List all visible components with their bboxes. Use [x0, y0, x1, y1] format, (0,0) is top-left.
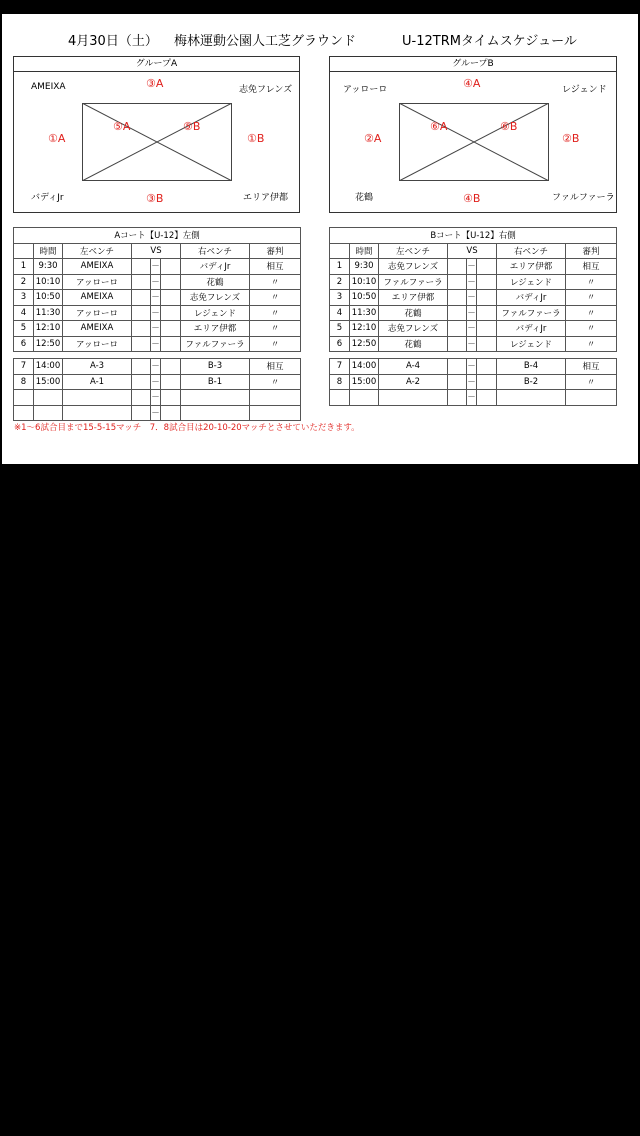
col-referee: 審判 — [250, 243, 301, 259]
footnote: ※1～6試合目まで15-5-15マッチ 7．8試合目は20-10-20マッチとさせていただきます。 — [14, 423, 360, 433]
left-team: 花鶴 — [379, 305, 448, 321]
table-row — [330, 390, 617, 406]
col-left-bench: 左ベンチ — [63, 243, 132, 259]
match-time: 9:30 — [350, 259, 379, 275]
vs-dash: － — [151, 305, 161, 321]
col-vs: VS — [448, 243, 497, 259]
match-time: 10:10 — [34, 274, 63, 290]
referee — [250, 390, 301, 406]
right-team: バディJr — [497, 290, 566, 306]
match-time — [350, 390, 379, 406]
left-team: A-3 — [63, 359, 132, 375]
referee: 〃 — [566, 336, 617, 352]
right-team: B-4 — [497, 359, 566, 375]
referee: 〃 — [250, 290, 301, 306]
vs-dash: － — [467, 336, 477, 352]
group-b-team-top-left: アッローロ — [343, 85, 388, 95]
group-a-mark-inner-right: ⑤B — [183, 120, 201, 133]
court-a-title: Aコート【U-12】左側 — [14, 228, 301, 244]
left-team — [63, 390, 132, 406]
match-no: 8 — [330, 374, 350, 390]
match-no: 3 — [330, 290, 350, 306]
right-team: バディJr — [181, 259, 250, 275]
court-b-title: Bコート【U-12】右側 — [330, 228, 617, 244]
vs-dash: － — [151, 390, 161, 406]
match-time: 9:30 — [34, 259, 63, 275]
right-team: 志免フレンズ — [181, 290, 250, 306]
match-time: 15:00 — [34, 374, 63, 390]
table-row — [14, 405, 301, 421]
table-row — [14, 359, 301, 375]
col-vs: VS — [132, 243, 181, 259]
group-b-team-top-right: レジェンド — [562, 85, 607, 95]
col-left-bench: 左ベンチ — [379, 243, 448, 259]
left-team: A-4 — [379, 359, 448, 375]
referee: 〃 — [566, 321, 617, 337]
match-time: 11:30 — [34, 305, 63, 321]
table-row — [330, 374, 617, 390]
table-row — [330, 290, 617, 306]
table-row — [14, 374, 301, 390]
col-right-bench: 右ベンチ — [497, 243, 566, 259]
right-team: B-2 — [497, 374, 566, 390]
match-no: 4 — [14, 305, 34, 321]
left-team — [379, 390, 448, 406]
table-row — [330, 321, 617, 337]
match-no: 8 — [14, 374, 34, 390]
col-right-bench: 右ベンチ — [181, 243, 250, 259]
right-team: レジェンド — [497, 274, 566, 290]
vs-dash: － — [467, 374, 477, 390]
referee — [250, 405, 301, 421]
group-a-team-top-left: AMEIXA — [31, 82, 66, 92]
left-team: アッローロ — [63, 274, 132, 290]
referee: 相互 — [250, 359, 301, 375]
group-a-team-bottom-right: エリア伊都 — [243, 193, 289, 203]
right-team: レジェンド — [181, 305, 250, 321]
group-b-field — [399, 103, 549, 181]
right-team — [181, 405, 250, 421]
group-a-title: グループA — [14, 57, 299, 72]
left-team: AMEIXA — [63, 290, 132, 306]
vs-dash: － — [467, 359, 477, 375]
match-time: 14:00 — [34, 359, 63, 375]
right-team: エリア伊都 — [497, 259, 566, 275]
vs-dash: － — [467, 290, 477, 306]
court-b-final-table — [329, 358, 617, 406]
header-title: U-12TRMタイムスケジュール — [402, 34, 577, 49]
match-no: 1 — [330, 259, 350, 275]
match-no: 7 — [14, 359, 34, 375]
left-team: 花鶴 — [379, 336, 448, 352]
right-team: 花鶴 — [181, 274, 250, 290]
left-team: アッローロ — [63, 336, 132, 352]
group-a-team-top-right: 志免フレンズ — [239, 85, 293, 95]
right-team: バディJr — [497, 321, 566, 337]
group-a-mark-right: ①B — [247, 132, 265, 145]
match-no — [14, 390, 34, 406]
vs-dash: － — [151, 359, 161, 375]
table-row — [330, 305, 617, 321]
referee: 〃 — [250, 374, 301, 390]
group-b-team-bottom-left: 花鶴 — [355, 193, 374, 203]
match-no: 1 — [14, 259, 34, 275]
court-a-table — [13, 227, 301, 352]
referee: 相互 — [250, 259, 301, 275]
referee: 相互 — [566, 259, 617, 275]
referee: 〃 — [566, 305, 617, 321]
group-b-mark-inner-left: ⑥A — [430, 120, 448, 133]
left-team: 志免フレンズ — [379, 321, 448, 337]
referee: 〃 — [250, 321, 301, 337]
table-row — [14, 274, 301, 290]
table-row — [330, 359, 617, 375]
match-no: 6 — [14, 336, 34, 352]
group-a-panel — [13, 56, 300, 213]
group-a-field — [82, 103, 232, 181]
match-no: 5 — [330, 321, 350, 337]
group-b-title: グループB — [330, 57, 616, 72]
vs-dash: － — [151, 259, 161, 275]
referee: 〃 — [250, 274, 301, 290]
vs-dash: － — [467, 305, 477, 321]
match-no: 3 — [14, 290, 34, 306]
vs-dash: － — [467, 259, 477, 275]
left-team: 志免フレンズ — [379, 259, 448, 275]
vs-dash: － — [467, 321, 477, 337]
group-a-mark-top: ③A — [146, 77, 164, 90]
match-time: 12:10 — [350, 321, 379, 337]
table-row — [14, 290, 301, 306]
match-time — [34, 390, 63, 406]
schedule-sheet — [2, 14, 638, 464]
match-time: 10:50 — [34, 290, 63, 306]
left-team: アッローロ — [63, 305, 132, 321]
match-no: 6 — [330, 336, 350, 352]
group-a-mark-bottom: ③B — [146, 192, 164, 205]
right-team: ファルファーラ — [497, 305, 566, 321]
vs-dash: － — [151, 321, 161, 337]
table-row — [330, 336, 617, 352]
left-team: エリア伊都 — [379, 290, 448, 306]
left-team: A-1 — [63, 374, 132, 390]
right-team: ファルファーラ — [181, 336, 250, 352]
table-row — [14, 321, 301, 337]
match-no: 4 — [330, 305, 350, 321]
group-b-mark-right: ②B — [562, 132, 580, 145]
match-time: 15:00 — [350, 374, 379, 390]
match-no: 7 — [330, 359, 350, 375]
right-team — [181, 390, 250, 406]
referee — [566, 390, 617, 406]
match-time: 14:00 — [350, 359, 379, 375]
match-time: 10:50 — [350, 290, 379, 306]
right-team: レジェンド — [497, 336, 566, 352]
group-a-mark-left: ①A — [48, 132, 66, 145]
match-no: 5 — [14, 321, 34, 337]
referee: 〃 — [250, 336, 301, 352]
match-time: 12:50 — [34, 336, 63, 352]
col-referee: 審判 — [566, 243, 617, 259]
group-b-mark-bottom: ④B — [463, 192, 481, 205]
right-team: B-3 — [181, 359, 250, 375]
match-no — [14, 405, 34, 421]
left-team: A-2 — [379, 374, 448, 390]
right-team — [497, 390, 566, 406]
col-time: 時間 — [34, 243, 63, 259]
court-a-header-row — [14, 243, 301, 259]
group-b-mark-top: ④A — [463, 77, 481, 90]
referee: 相互 — [566, 359, 617, 375]
match-time: 11:30 — [350, 305, 379, 321]
referee: 〃 — [566, 274, 617, 290]
header-date: 4月30日（土） — [68, 34, 158, 49]
vs-dash: － — [467, 274, 477, 290]
match-time — [34, 405, 63, 421]
match-time: 10:10 — [350, 274, 379, 290]
match-no — [330, 390, 350, 406]
vs-dash: － — [151, 290, 161, 306]
match-no: 2 — [330, 274, 350, 290]
match-time: 12:50 — [350, 336, 379, 352]
group-b-mark-inner-right: ⑥B — [500, 120, 518, 133]
group-b-mark-left: ②A — [364, 132, 382, 145]
referee: 〃 — [250, 305, 301, 321]
header-venue: 梅林運動公園人工芝グラウンド — [174, 34, 357, 49]
vs-dash: － — [467, 390, 477, 406]
table-row — [330, 274, 617, 290]
court-b-table — [329, 227, 617, 352]
left-team: AMEIXA — [63, 259, 132, 275]
right-team: B-1 — [181, 374, 250, 390]
referee: 〃 — [566, 374, 617, 390]
vs-dash: － — [151, 374, 161, 390]
court-a-final-table — [13, 358, 301, 421]
group-a-team-bottom-left: バディJr — [31, 193, 64, 203]
group-b-team-bottom-right: ファルファーラ — [552, 193, 615, 203]
left-team: AMEIXA — [63, 321, 132, 337]
left-team — [63, 405, 132, 421]
table-row — [14, 336, 301, 352]
right-team: エリア伊都 — [181, 321, 250, 337]
match-time: 12:10 — [34, 321, 63, 337]
left-team: ファルファーラ — [379, 274, 448, 290]
group-b-panel — [329, 56, 617, 213]
table-row — [14, 259, 301, 275]
table-row — [14, 390, 301, 406]
vs-dash: － — [151, 336, 161, 352]
table-row — [330, 259, 617, 275]
vs-dash: － — [151, 405, 161, 421]
match-no: 2 — [14, 274, 34, 290]
table-row — [14, 305, 301, 321]
group-a-mark-inner-left: ⑤A — [113, 120, 131, 133]
court-b-header-row — [330, 243, 617, 259]
col-time: 時間 — [350, 243, 379, 259]
vs-dash: － — [151, 274, 161, 290]
referee: 〃 — [566, 290, 617, 306]
